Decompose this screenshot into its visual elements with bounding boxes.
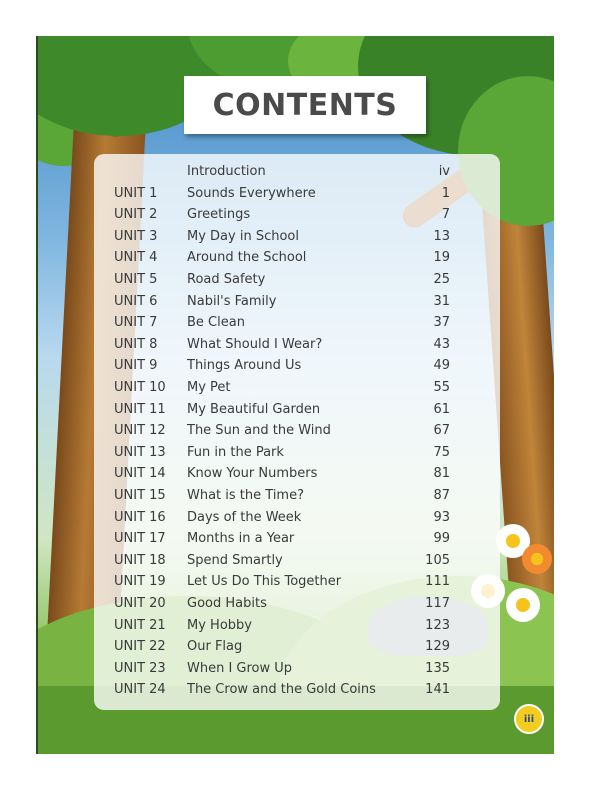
chapter-title: Our Flag <box>187 639 243 655</box>
book-page <box>36 36 554 754</box>
page-number-ref: 135 <box>425 660 450 676</box>
page-number-ref: 93 <box>433 509 450 525</box>
chapter-title: Days of the Week <box>187 509 302 525</box>
chapter-title: My Beautiful Garden <box>187 401 321 417</box>
page-number-ref: 141 <box>425 682 450 698</box>
page-number-ref: 31 <box>433 293 450 309</box>
page-number-ref: 111 <box>425 574 450 590</box>
page-title: CONTENTS <box>212 87 398 123</box>
unit-label: UNIT 7 <box>114 315 158 331</box>
chapter-title: The Sun and the Wind <box>187 423 331 439</box>
chapter-title: My Pet <box>187 380 231 395</box>
unit-label: UNIT 12 <box>114 423 166 439</box>
chapter-title: What Should I Wear? <box>187 336 323 352</box>
chapter-title: Things Around Us <box>187 358 302 374</box>
chapter-title: The Crow and the Gold Coins <box>187 682 376 698</box>
page-number-ref: 67 <box>433 423 450 439</box>
unit-label: UNIT 16 <box>114 509 166 525</box>
chapter-title: Fun in the Park <box>187 444 284 460</box>
toc-entry <box>94 248 500 270</box>
chapter-title: Greetings <box>187 207 251 223</box>
toc-entry <box>94 486 500 508</box>
unit-label: UNIT 6 <box>114 293 158 309</box>
page-number-ref: 61 <box>433 401 450 417</box>
chapter-title: My Day in School <box>187 228 299 244</box>
unit-label: UNIT 8 <box>114 336 158 352</box>
unit-label: UNIT 21 <box>114 617 166 633</box>
toc-entry <box>94 594 500 616</box>
unit-label: UNIT 5 <box>114 272 158 287</box>
page-number-ref: 99 <box>433 531 450 547</box>
unit-label: UNIT 15 <box>114 488 166 503</box>
unit-label: UNIT 19 <box>114 574 166 590</box>
page-number-ref: 75 <box>433 444 450 460</box>
toc-entry <box>94 508 500 530</box>
page-number-ref: 129 <box>425 639 450 655</box>
page-number-ref: 19 <box>433 250 450 266</box>
chapter-title: Introduction <box>187 164 266 179</box>
unit-label: UNIT 23 <box>114 660 166 676</box>
toc-entry <box>94 378 500 400</box>
page-number-ref: 87 <box>433 488 450 503</box>
page-number-ref: 13 <box>433 228 450 244</box>
page-number-ref: 117 <box>425 596 450 611</box>
toc-entry <box>94 292 500 314</box>
unit-label: UNIT 13 <box>114 444 166 460</box>
toc-entry <box>94 680 500 702</box>
page-number-ref: 81 <box>433 466 450 482</box>
toc-entry <box>94 270 500 292</box>
toc-entry <box>94 313 500 335</box>
toc-entry <box>94 616 500 638</box>
page-number-ref: 1 <box>441 185 450 201</box>
chapter-title: Months in a Year <box>187 531 295 547</box>
page-number: iii <box>523 713 535 725</box>
unit-label: UNIT 11 <box>114 401 166 417</box>
toc-entry <box>94 162 500 184</box>
toc-entry <box>94 659 500 681</box>
unit-label: UNIT 3 <box>114 228 158 244</box>
unit-label: UNIT 20 <box>114 596 166 611</box>
unit-label: UNIT 24 <box>114 682 166 698</box>
toc-entry <box>94 227 500 249</box>
page-number-ref: 43 <box>433 336 450 352</box>
title-banner <box>184 76 426 134</box>
daisy-flower-icon <box>506 588 540 622</box>
unit-label: UNIT 9 <box>114 358 158 374</box>
page-number-ref: 49 <box>433 358 450 374</box>
page-number-ref: iv <box>438 164 450 179</box>
toc-entry <box>94 335 500 357</box>
unit-label: UNIT 4 <box>114 250 158 266</box>
page-number-ref: 123 <box>425 617 450 633</box>
toc-entry <box>94 637 500 659</box>
chapter-title: When I Grow Up <box>187 660 293 676</box>
chapter-title: Good Habits <box>187 596 267 611</box>
page-number-ref: 37 <box>433 315 450 331</box>
toc-entry <box>94 205 500 227</box>
unit-label: UNIT 10 <box>114 380 166 395</box>
toc-entry <box>94 356 500 378</box>
unit-label: UNIT 17 <box>114 531 166 547</box>
chapter-title: My Hobby <box>187 617 252 633</box>
toc-entry <box>94 551 500 573</box>
unit-label: UNIT 2 <box>114 207 158 223</box>
page-number-ref: 105 <box>425 552 450 568</box>
page-number-ref: 25 <box>433 272 450 287</box>
unit-label: UNIT 1 <box>114 185 158 201</box>
chapter-title: Know Your Numbers <box>187 466 318 482</box>
chapter-title: Road Safety <box>187 272 266 287</box>
toc-entry <box>94 464 500 486</box>
page-number-ref: 55 <box>433 380 450 395</box>
toc-entry <box>94 572 500 594</box>
orange-flower-icon <box>522 544 552 574</box>
toc-entry <box>94 400 500 422</box>
chapter-title: Around the School <box>187 250 307 266</box>
toc-entry <box>94 184 500 206</box>
contents-panel <box>94 154 500 710</box>
chapter-title: Spend Smartly <box>187 552 283 568</box>
chapter-title: Sounds Everywhere <box>187 185 316 201</box>
unit-label: UNIT 18 <box>114 552 166 568</box>
page-number-badge <box>514 704 544 734</box>
toc-entry <box>94 529 500 551</box>
toc-entry <box>94 443 500 465</box>
page-number-ref: 7 <box>441 207 450 223</box>
chapter-title: Be Clean <box>187 315 245 331</box>
chapter-title: Nabil's Family <box>187 293 277 309</box>
chapter-title: What is the Time? <box>187 488 304 503</box>
chapter-title: Let Us Do This Together <box>187 574 342 590</box>
unit-label: UNIT 14 <box>114 466 166 482</box>
toc-entry <box>94 421 500 443</box>
unit-label: UNIT 22 <box>114 639 166 655</box>
